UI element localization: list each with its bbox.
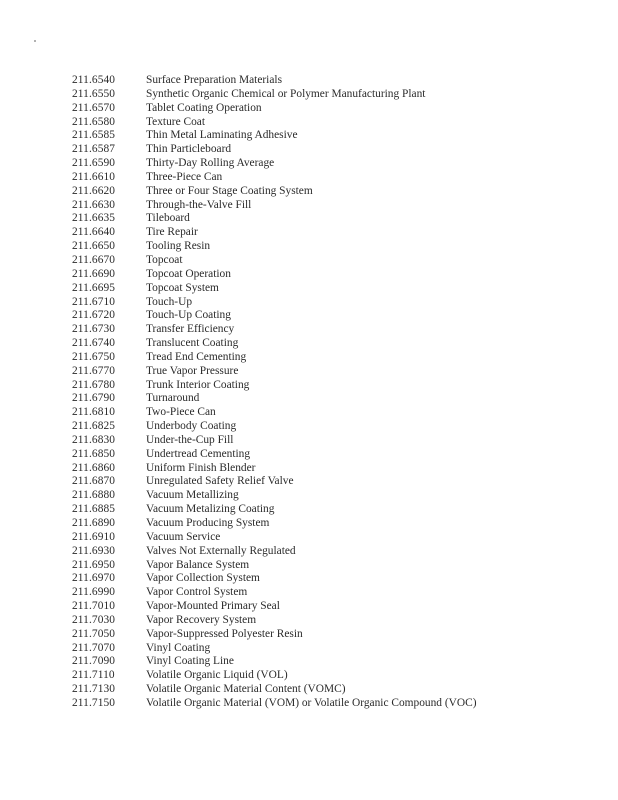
defined-term: Transfer Efficiency [146,323,235,336]
defined-term: Tooling Resin [146,240,211,253]
section-number: 211.6635 [72,212,116,225]
defined-term: Thin Metal Laminating Adhesive [146,129,298,142]
definition-row [72,448,476,462]
definition-row [72,683,476,697]
section-number: 211.7010 [72,600,116,613]
definition-row [72,406,476,420]
defined-term: Under-the-Cup Fill [146,433,234,446]
defined-term: Vacuum Producing System [146,517,270,529]
section-number: 211.6770 [72,364,116,377]
definition-row [72,226,476,240]
defined-term: Vapor Recovery System [146,613,257,626]
defined-term: Volatile Organic Material (VOM) or Volatile Organic Compound (VOC) [146,696,477,709]
section-number: 211.6880 [72,489,116,502]
definition-row [72,531,476,545]
defined-term: Underbody Coating [146,420,237,433]
definition-row [72,600,476,614]
section-number: 211.6970 [72,572,116,585]
section-number: 211.6710 [72,295,116,308]
defined-term: Topcoat System [146,281,219,294]
defined-term: Trunk Interior Coating [146,378,250,391]
defined-term: Topcoat [146,253,183,266]
section-number: 211.6550 [72,87,116,100]
section-number: 211.6950 [72,558,116,571]
defined-term: Touch-Up [146,295,193,308]
defined-term: True Vapor Pressure [146,364,239,377]
section-number: 211.6650 [72,240,116,253]
definition-row [72,74,476,88]
section-number: 211.6870 [72,475,116,488]
defined-term: Surface Preparation Materials [146,74,282,86]
section-number: 211.6750 [72,350,116,363]
defined-term: Vapor Balance System [146,558,250,571]
definition-row [72,254,476,268]
defined-term: Valves Not Externally Regulated [146,544,296,557]
defined-term: Tread End Cementing [146,350,247,363]
defined-term: Vacuum Metalizing Coating [146,503,275,516]
definition-row [72,475,476,489]
definition-row [72,379,476,393]
section-number: 211.6930 [72,544,116,557]
definition-row [72,655,476,669]
definition-row [72,157,476,171]
section-number: 211.6670 [72,253,116,266]
section-number: 211.6695 [72,281,116,294]
section-number: 211.6610 [72,170,116,183]
defined-term: Thirty-Day Rolling Average [146,157,275,170]
defined-term: Vacuum Metallizing [146,489,239,502]
definition-row [72,102,476,116]
section-number: 211.6910 [72,530,116,543]
definition-row [72,614,476,628]
defined-term: Tire Repair [146,226,198,239]
section-number: 211.7030 [72,613,116,626]
defined-term: Uniform Finish Blender [146,461,256,474]
definition-row [72,669,476,683]
definition-row [72,185,476,199]
definition-row [72,559,476,573]
definition-row [72,572,476,586]
section-number: 211.6885 [72,503,116,516]
defined-term: Vapor Control System [146,586,248,599]
definition-row [72,282,476,296]
section-number: 211.7110 [72,669,115,682]
section-number: 211.6630 [72,198,116,211]
section-number: 211.6585 [72,129,116,142]
section-number: 211.6790 [72,392,116,405]
section-number: 211.6890 [72,517,116,529]
defined-term: Tileboard [146,212,190,225]
definition-row [72,434,476,448]
section-number: 211.6720 [72,309,116,322]
section-number: 211.6690 [72,267,116,280]
definition-row [72,240,476,254]
definition-row [72,462,476,476]
definition-row [72,268,476,282]
section-number: 211.6587 [72,143,116,156]
definition-row [72,116,476,130]
definition-row [72,392,476,406]
section-number: 211.6860 [72,461,116,474]
section-number: 211.6590 [72,157,116,170]
definition-row [72,351,476,365]
defined-term: Touch-Up Coating [146,309,231,322]
definition-row [72,309,476,323]
section-number: 211.6780 [72,378,116,391]
section-number: 211.6580 [72,115,116,128]
section-number: 211.6730 [72,323,116,336]
section-number: 211.7150 [72,696,116,709]
section-number: 211.6830 [72,433,116,446]
section-number: 211.7130 [72,683,116,696]
definition-row [72,212,476,226]
definition-row [72,642,476,656]
defined-term: Thin Particleboard [146,143,232,156]
defined-term: Vinyl Coating [146,641,211,654]
definition-row [72,545,476,559]
defined-term: Three or Four Stage Coating System [146,184,313,197]
defined-term: Tablet Coating Operation [146,101,262,114]
definition-row [72,129,476,143]
definition-row [72,489,476,503]
definition-row [72,420,476,434]
definition-row [72,323,476,337]
defined-term: Vapor-Mounted Primary Seal [146,600,280,613]
defined-term: Vinyl Coating Line [146,655,234,668]
defined-term: Turnaround [146,392,200,405]
definition-row [72,337,476,351]
section-number: 211.6540 [72,74,116,86]
defined-term: Vapor-Suppressed Polyester Resin [146,627,303,640]
definition-row [72,697,476,711]
defined-term: Translucent Coating [146,337,239,350]
section-number: 211.7050 [72,627,116,640]
defined-term: Three-Piece Can [146,170,223,183]
definition-row [72,296,476,310]
defined-term: Undertread Cementing [146,447,251,460]
section-number: 211.6850 [72,447,116,460]
definition-row [72,517,476,531]
section-number: 211.6620 [72,184,116,197]
definitions-list [72,74,476,711]
definition-row [72,199,476,213]
section-number: 211.6740 [72,337,116,350]
definition-row [72,628,476,642]
defined-term: Vacuum Service [146,530,221,543]
defined-term: Texture Coat [146,115,205,128]
definition-row [72,171,476,185]
definition-row [72,586,476,600]
defined-term: Volatile Organic Material Content (VOMC) [146,683,346,696]
defined-term: Through-the-Valve Fill [146,198,252,211]
section-number: 211.6640 [72,226,116,239]
definition-row [72,88,476,102]
section-number: 211.6810 [72,406,116,419]
definition-row [72,365,476,379]
defined-term: Volatile Organic Liquid (VOL) [146,669,288,682]
defined-term: Vapor Collection System [146,572,260,585]
section-number: 211.6990 [72,586,116,599]
definition-row [72,503,476,517]
scan-speck [34,40,36,42]
definition-row [72,143,476,157]
defined-term: Topcoat Operation [146,267,231,280]
section-number: 211.7090 [72,655,116,668]
section-number: 211.6825 [72,420,116,433]
defined-term: Synthetic Organic Chemical or Polymer Manufacturing Plant [146,87,426,100]
defined-term: Unregulated Safety Relief Valve [146,475,294,488]
defined-term: Two-Piece Can [146,406,216,419]
section-number: 211.7070 [72,641,116,654]
section-number: 211.6570 [72,101,116,114]
